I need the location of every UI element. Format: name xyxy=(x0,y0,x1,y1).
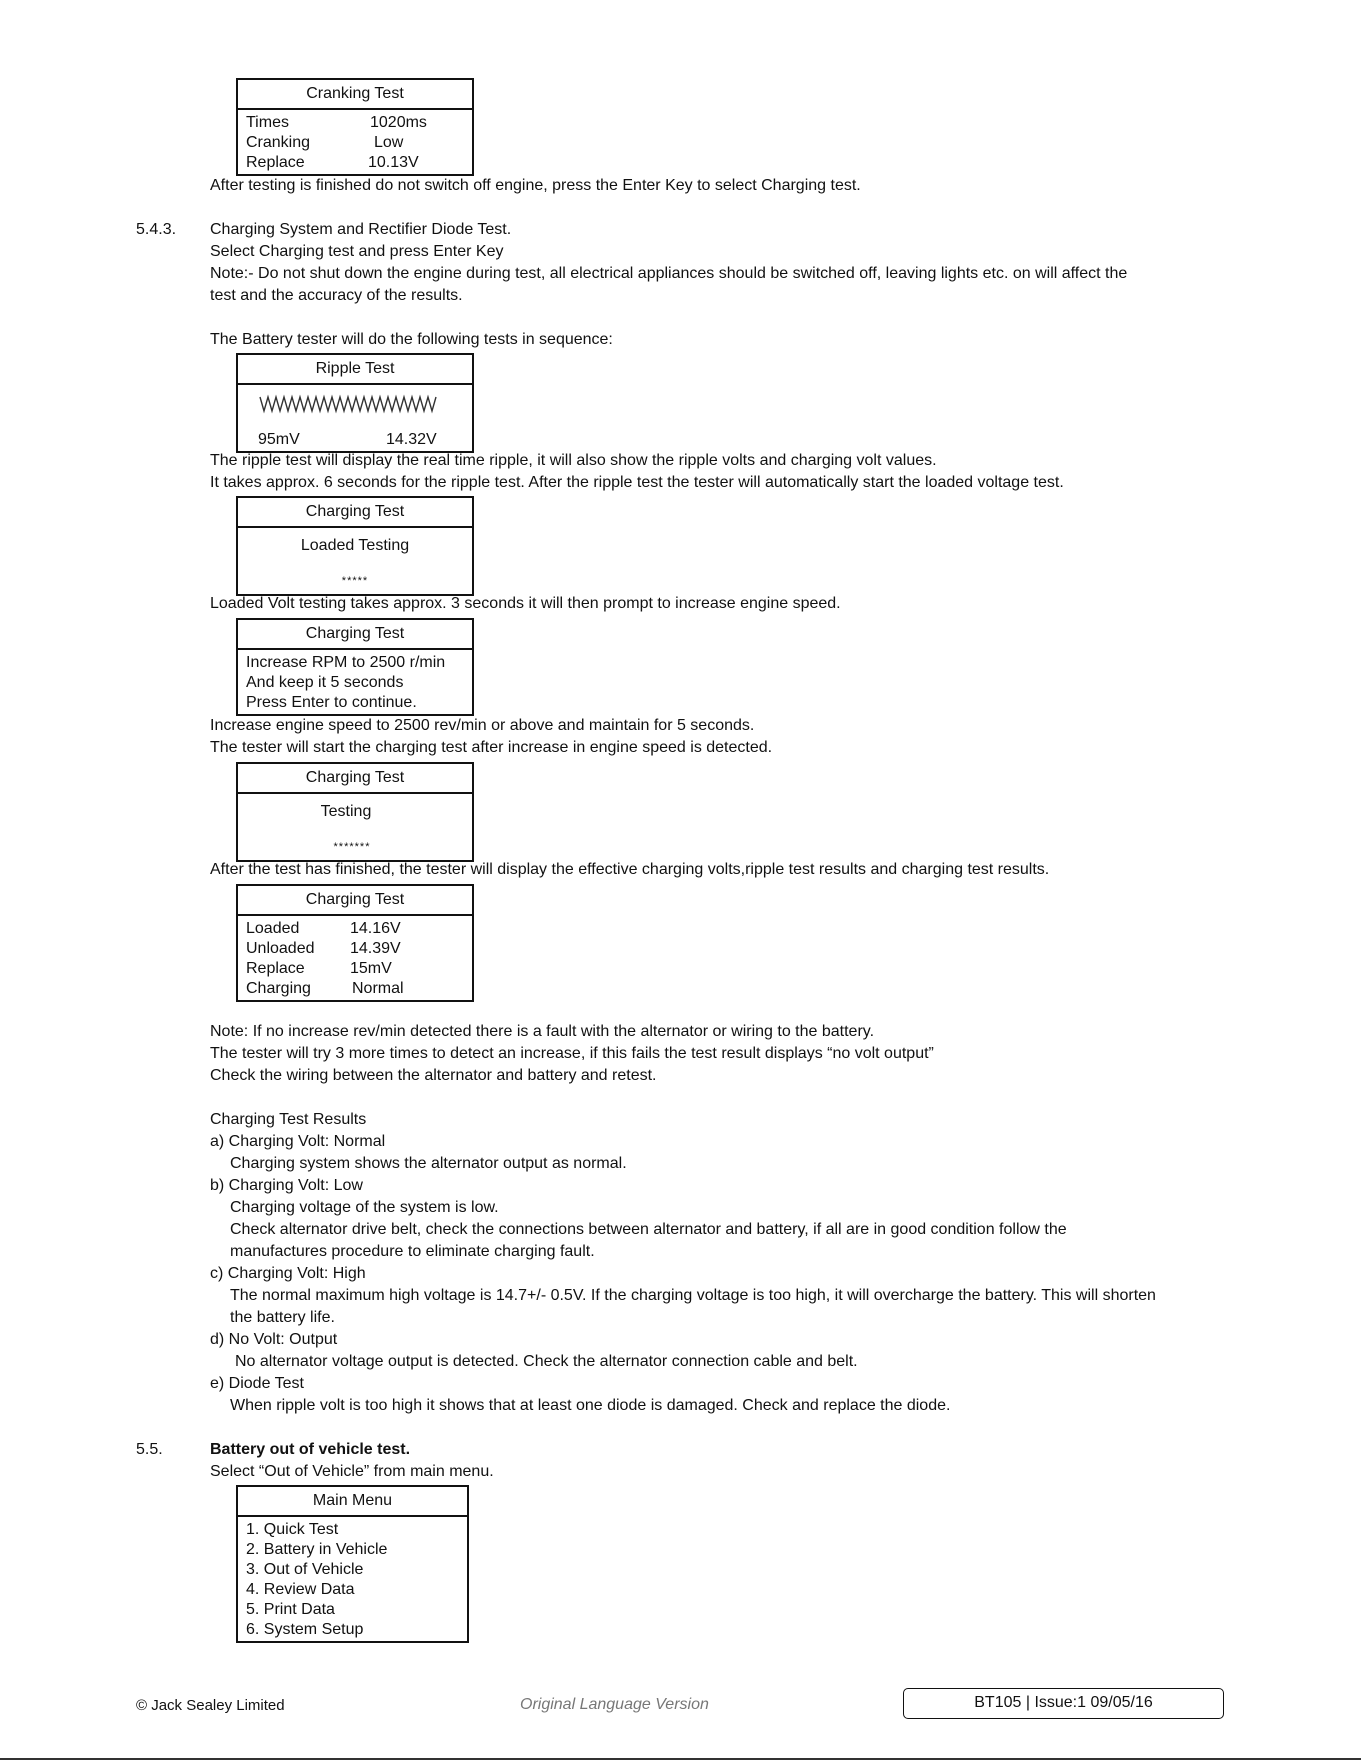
row-label: Times xyxy=(246,114,289,131)
language-version-text: Original Language Version xyxy=(520,1696,709,1713)
result-detail: Check alternator drive belt, check the connections between alternator and battery, if all are in good condition follow the xyxy=(230,1221,1067,1238)
display-row xyxy=(246,113,464,133)
ripple-test-display xyxy=(236,353,474,453)
result-detail: Charging system shows the alternator output as normal. xyxy=(230,1155,627,1172)
cranking-test-display xyxy=(236,78,474,176)
paragraph: The tester will try 3 more times to detect an increase, if this fails the test result displays “no volt output” xyxy=(210,1045,934,1062)
results-heading: Charging Test Results xyxy=(210,1111,367,1128)
paragraph: It takes approx. 6 seconds for the ripple test. After the ripple test the tester will automatically start the loaded voltage test. xyxy=(210,474,1064,491)
paragraph: Select Charging test and press Enter Key xyxy=(210,243,504,260)
display-line: And keep it 5 seconds xyxy=(246,674,404,691)
row-label: Replace xyxy=(246,154,305,171)
row-value: 15mV xyxy=(350,960,392,977)
result-detail: The normal maximum high voltage is 14.7+/- 0.5V. If the charging voltage is too high, it will overcharge the battery. This will shorten xyxy=(230,1287,1156,1304)
main-menu-display xyxy=(236,1485,469,1643)
row-value: Low xyxy=(374,134,404,151)
display-title: Charging Test xyxy=(238,498,472,528)
page-bottom-rule xyxy=(0,1758,1361,1760)
menu-item-battery-in-vehicle: 2. Battery in Vehicle xyxy=(246,1541,388,1558)
display-row xyxy=(246,133,464,153)
paragraph: Increase engine speed to 2500 rev/min or above and maintain for 5 seconds. xyxy=(210,717,755,734)
result-item: a) Charging Volt: Normal xyxy=(210,1133,386,1150)
paragraph: The tester will start the charging test after increase in engine speed is detected. xyxy=(210,739,773,756)
menu-item-print-data: 5. Print Data xyxy=(246,1601,335,1618)
note-text: Note: If no increase rev/min detected there is a fault with the alternator or wiring to the battery. xyxy=(210,1023,875,1040)
charging-testing-display xyxy=(236,762,474,862)
display-row xyxy=(246,939,464,959)
section-number: 5.4.3. xyxy=(136,221,177,238)
progress-stars: ******* xyxy=(333,841,371,853)
row-label: Replace xyxy=(246,960,305,977)
result-detail: the battery life. xyxy=(230,1309,335,1326)
charging-volt-value: 14.32V xyxy=(386,431,437,448)
display-row xyxy=(246,959,464,979)
result-detail: Charging voltage of the system is low. xyxy=(230,1199,499,1216)
result-detail: When ripple volt is too high it shows that at least one diode is damaged. Check and replace the diode. xyxy=(230,1397,951,1414)
document-reference-box: BT105 | Issue:1 09/05/16 xyxy=(903,1688,1224,1719)
display-line: Increase RPM to 2500 r/min xyxy=(246,654,446,671)
row-value: 14.39V xyxy=(350,940,401,957)
display-title: Charging Test xyxy=(238,886,472,916)
paragraph: Check the wiring between the alternator and battery and retest. xyxy=(210,1067,657,1084)
rpm-prompt-display xyxy=(236,618,474,716)
display-title: Main Menu xyxy=(238,1487,467,1517)
row-value: 1020ms xyxy=(370,114,427,131)
paragraph: Select “Out of Vehicle” from main menu. xyxy=(210,1463,494,1480)
display-line: Press Enter to continue. xyxy=(246,694,417,711)
row-value: 14.16V xyxy=(350,920,401,937)
display-line: Loaded Testing xyxy=(300,537,410,554)
menu-item-out-of-vehicle: 3. Out of Vehicle xyxy=(246,1561,364,1578)
result-item: b) Charging Volt: Low xyxy=(210,1177,363,1194)
menu-item-system-setup: 6. System Setup xyxy=(246,1621,364,1638)
paragraph: The ripple test will display the real time ripple, it will also show the ripple volts and charging volt values. xyxy=(210,452,937,469)
menu-item-quick-test: 1. Quick Test xyxy=(246,1521,339,1538)
display-row xyxy=(246,979,464,999)
display-row xyxy=(246,919,464,939)
row-label: Loaded xyxy=(246,920,300,937)
ripple-waveform-icon xyxy=(238,387,472,427)
paragraph: After the test has finished, the tester will display the effective charging volts,ripple test results and charging test results. xyxy=(210,861,1050,878)
loaded-testing-display xyxy=(236,496,474,596)
row-value: Normal xyxy=(352,980,404,997)
copyright-text: © Jack Sealey Limited xyxy=(136,1697,285,1714)
charging-result-display xyxy=(236,884,474,1002)
result-detail: manufactures procedure to eliminate charging fault. xyxy=(230,1243,595,1260)
row-label: Charging xyxy=(246,980,311,997)
display-title: Charging Test xyxy=(238,764,472,794)
section-title: Charging System and Rectifier Diode Test. xyxy=(210,221,512,238)
result-item: c) Charging Volt: High xyxy=(210,1265,366,1282)
row-label: Unloaded xyxy=(246,940,315,957)
row-label: Cranking xyxy=(246,134,311,151)
display-row xyxy=(246,153,464,173)
section-number: 5.5. xyxy=(136,1441,163,1458)
display-title: Cranking Test xyxy=(238,80,472,110)
display-title: Ripple Test xyxy=(238,355,472,385)
paragraph: The Battery tester will do the following tests in sequence: xyxy=(210,331,613,348)
result-detail: No alternator voltage output is detected. Check the alternator connection cable and belt. xyxy=(235,1353,858,1370)
note-text: test and the accuracy of the results. xyxy=(210,287,463,304)
note-text: Note:- Do not shut down the engine during test, all electrical appliances should be switched off, leaving lights etc. on will affect the xyxy=(210,265,1128,282)
paragraph: Loaded Volt testing takes approx. 3 seconds it will then prompt to increase engine speed. xyxy=(210,595,841,612)
section-title: Battery out of vehicle test. xyxy=(210,1441,411,1458)
result-item: e) Diode Test xyxy=(210,1375,304,1392)
display-title: Charging Test xyxy=(238,620,472,650)
menu-item-review-data: 4. Review Data xyxy=(246,1581,355,1598)
result-item: d) No Volt: Output xyxy=(210,1331,338,1348)
progress-stars: ***** xyxy=(341,575,369,587)
paragraph: After testing is finished do not switch off engine, press the Enter Key to select Charging test. xyxy=(210,177,861,194)
row-value: 10.13V xyxy=(368,154,419,171)
ripple-mv-value: 95mV xyxy=(258,431,300,448)
display-line: Testing xyxy=(320,803,372,820)
